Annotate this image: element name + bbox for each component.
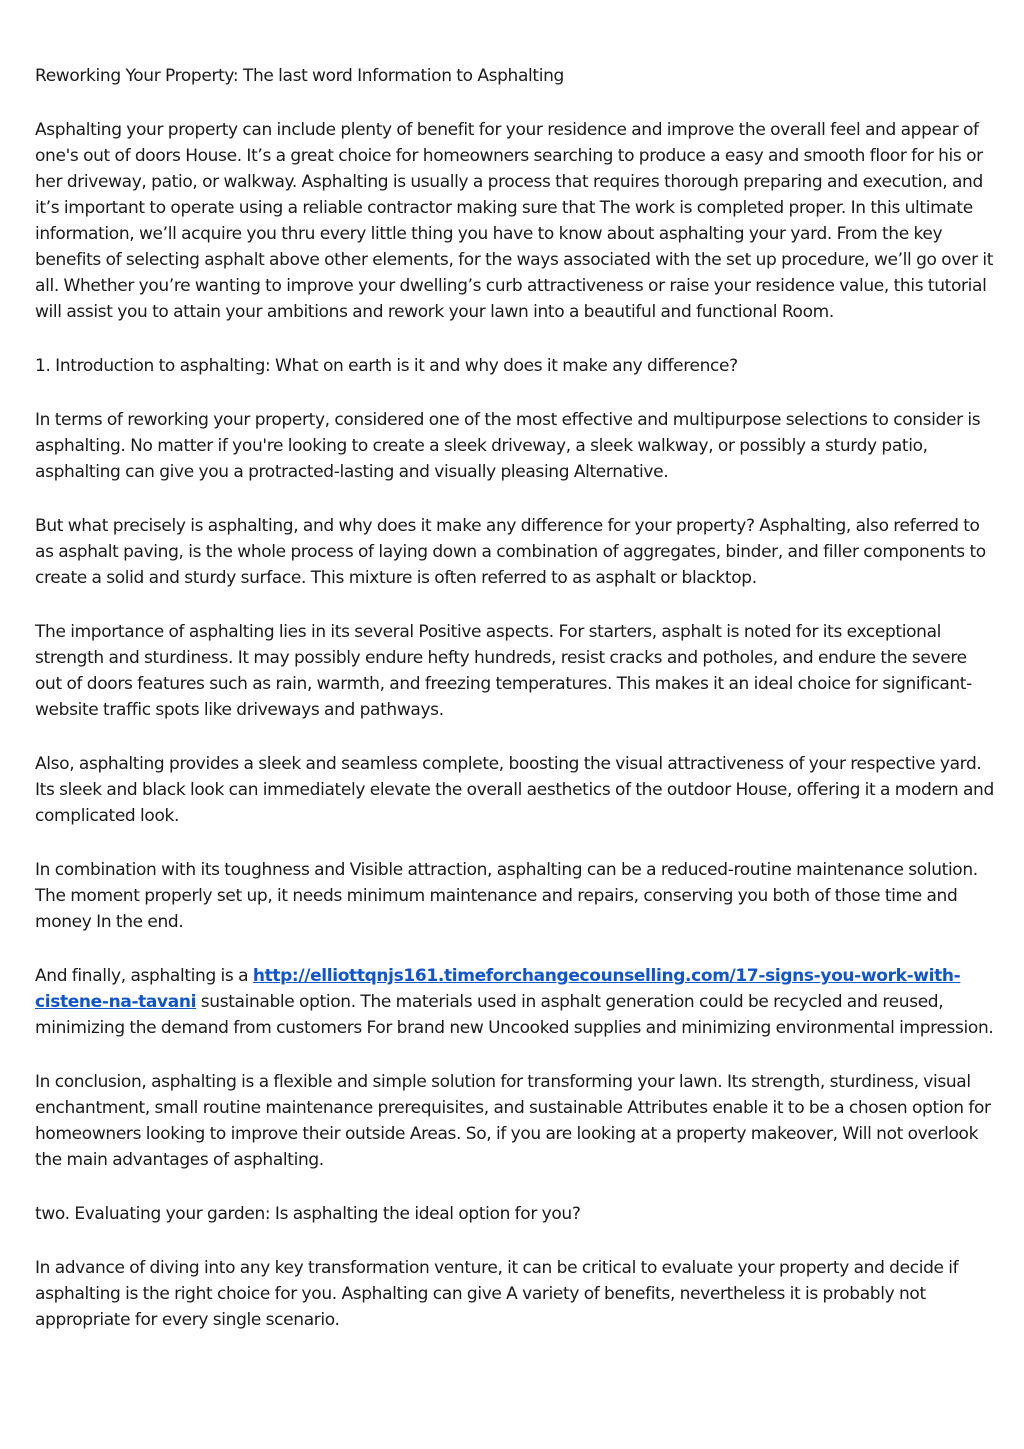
section-heading-2: two. Evaluating your garden: Is asphalting the ideal option for you? xyxy=(35,1204,581,1224)
document-title: Reworking Your Property: The last word Information to Asphalting xyxy=(35,66,564,86)
inline-link[interactable]: http://elliottqnjs161.timeforchangecounselling.com/17-signs-you-work-with-cistene-na-tavani xyxy=(35,966,961,1012)
paragraph: In combination with its toughness and Visible attraction, asphalting can be a reduced-routine maintenance solution. The moment properly set up, it needs minimum maintenance and repairs, conserving you both of those time and money In the end. xyxy=(35,860,978,932)
paragraph: In advance of diving into any key transformation venture, it can be critical to evaluate your property and decide if asphalting is the right choice for you. Asphalting can give A variety of benefits, nevertheless it is probably not appropriate for every single scenario. xyxy=(35,1258,959,1330)
paragraph: In terms of reworking your property, considered one of the most effective and multipurpose selections to consider is asphalting. No matter if you're looking to create a sleek driveway, a sleek walkway, or possibly a sturdy patio, asphalting can give you a protracted-lasting and visually pleasing Alternative. xyxy=(35,410,981,482)
paragraph-intro: Asphalting your property can include plenty of benefit for your residence and improve the overall feel and appear of one's out of doors House. It’s a great choice for homeowners searching to produce a easy and smooth floor for his or her driveway, patio, or walkway. Asphalting is usually a process that requires thorough preparing and execution, and it’s important to operate using a reliable contractor making sure that The work is completed proper. In this ultimate information, we’ll acquire you thru every little thing you have to know about asphalting your yard. From the key benefits of selecting asphalt above other elements, for the ways associated with the set up procedure, we’ll go over it all. Whether you’re wanting to improve your dwelling’s curb attractiveness or raise your residence value, this tutorial will assist you to attain your ambitions and rework your lawn into a beautiful and functional Room. xyxy=(35,120,994,322)
paragraph-text: And finally, asphalting is a xyxy=(35,966,253,986)
paragraph: Also, asphalting provides a sleek and seamless complete, boosting the visual attractiveness of your respective yard. Its sleek and black look can immediately elevate the overall aesthetics of the outdoor House, offering it a modern and complicated look. xyxy=(35,754,994,826)
paragraph-text: sustainable option. The materials used in asphalt generation could be recycled and reused, minimizing the demand from customers For brand new Uncooked supplies and minimizing environmental impression. xyxy=(35,992,994,1038)
section-heading-1: 1. Introduction to asphalting: What on earth is it and why does it make any difference? xyxy=(35,356,738,376)
paragraph: But what precisely is asphalting, and why does it make any difference for your property? Asphalting, also referred to as asphalt paving, is the whole process of laying down a combination of aggregates, binder, and filler components to create a solid and sturdy surface. This mixture is often referred to as asphalt or blacktop. xyxy=(35,516,986,588)
paragraph-with-link xyxy=(35,963,995,1041)
paragraph: The importance of asphalting lies in its several Positive aspects. For starters, asphalt is noted for its exceptional strength and sturdiness. It may possibly endure hefty hundreds, resist cracks and potholes, and endure the severe out of doors features such as rain, warmth, and freezing temperatures. This makes it an ideal choice for significant-website traffic spots like driveways and pathways. xyxy=(35,622,972,720)
paragraph-conclusion: In conclusion, asphalting is a flexible and simple solution for transforming your lawn. Its strength, sturdiness, visual enchantment, small routine maintenance prerequisites, and sustainable Attributes enable it to be a chosen option for homeowners looking to improve their outside Areas. So, if you are looking at a property makeover, Will not overlook the main advantages of asphalting. xyxy=(35,1072,991,1170)
document-body xyxy=(35,63,995,1361)
